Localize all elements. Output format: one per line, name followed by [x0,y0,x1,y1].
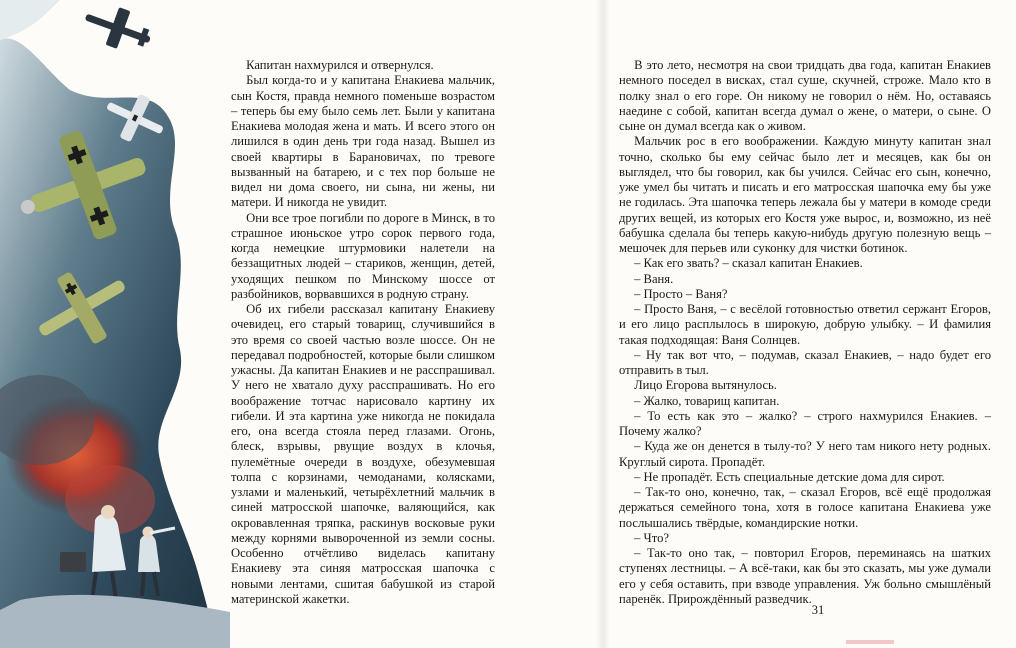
left-paragraph: Капитан нахмурился и отвернулся. [246,58,434,72]
dialogue-line: – Просто – Ваня? [634,286,728,301]
dialogue-line: – Так-то оно так, – повторил Егоров, переминаясь на шатких ступенях лестницы. – А всё-таки, как бы это сказать, мы уже думали его у себя оставить, при взводе управления. Уж больно смышлёный паренёк. Прирождённый разведчик. [619,546,991,606]
dialogue-line: – Так-то оно, конечно, так, – сказал Егоров, всё ещё продолжая держаться семейного тона, хотя в голосе капитана Енакиева уже послышались твёрдые, командирские нотки. [619,485,991,530]
left-page-text [231,58,495,607]
page-number: 31 [811,603,825,617]
right-paragraph: В это лето, несмотря на свои тридцать два года, капитан Енакиев немного поседел в висках, стал суше, скучней, строже. Мало кто в полку знал о его горе. Он никому не говорил о нём. Но, оставаясь наедине с собой, капитан всегда думал о жене, о матери, о сыне. О сыне он думал всегда как о живом. [619,58,991,133]
dialogue-line: – То есть как это – жалко? – строго нахмурился Енакиев. – Почему жалко? [619,408,991,438]
right-paragraph: Мальчик рос в его воображении. Каждую минуту капитан знал точно, сколько бы ему сейчас было лет и месяцев, как бы он выглядел, что бы говорил, как бы учился. Сейчас его сын, конечно, уже умел бы читать и писать и его матросская шапочка ему бы уже не годилась. Эта шапочка теперь лежала бы у матери в комоде среди других вещей, из которых его Костя уже вырос, и, возможно, из неё бабушка сделала бы теперь какую-нибудь другую полезную вещь – мешочек для перьев или суконку для чистки ботинок. [619,134,991,255]
dialogue-line: – Как его звать? – сказал капитан Енакиев. [634,256,863,271]
dialogue-line: – Не пропадёт. Есть специальные детские дома для сирот. [634,469,945,484]
left-paragraph: Они все трое погибли по дороге в Минск, в то страшное июньское утро сорок первого года, когда немецкие штурмовики налетели на беззащитных людей – стариков, женщин, детей, уходящих пешком по Минскому шоссе от разбойников, ворвавшихся в родную страну. [231,210,495,301]
dialogue-line: – Ваня. [634,271,674,286]
dialogue-line: – Что? [634,530,669,545]
left-paragraph: Был когда-то и у капитана Енакиева мальчик, сын Костя, правда немного поменьше возрастом – теперь бы ему было семь лет. Были у капитана Енакиева молодая жена и мать. И всего этого он лишился в один день три года назад. Вышел из своей квартиры в Барановичах, по тревоге вызванный на батарею, и с тех пор больше не видел ни дома своего, ни сына, ни жены, ни матери. И никогда не увидит. [231,73,495,210]
left-paragraph: Об их гибели рассказал капитану Енакиеву очевидец, его старый товарищ, случившийся в это время со своей частью возле шоссе. Он не передавал подробностей, которые были слишком ужасны. Да капитан Енакиев и не расспрашивал. У него не хватало духу расспрашивать. Но его воображение тотчас нарисовало картину их гибели. И эта картина уже никогда не покидала его, она всегда стояла перед глазами. Огонь, блеск, взрывы, рвущие воздух в клочья, пулемётные очереди в воздухе, обезумевшая толпа с корзинами, чемоданами, колясками, узлами и маленький, четырёхлетний мальчик в синей матросской шапочке, валяющийся, как окровавленная тряпка, раскинув восковые руки между корнями вывороченной из земли сосны. Особенно отчётливо виделась капитану Енакиеву эта синяя матросская шапочка с новыми лентами, сшитая бабушкой из старой материнской жакетки. [231,302,495,606]
page-edge-mark [846,640,894,644]
right-paragraph: Лицо Егорова вытянулось. [634,378,777,393]
dialogue-line: – Куда же он денется в тылу-то? У него там никого нету родных. Круглый сирота. Пропадёт. [619,439,991,469]
book-gutter [596,0,610,648]
war-scene-illustration-icon [0,0,230,648]
dialogue-line: – Жалко, товарищ капитан. [634,393,780,408]
dialogue-line: – Ну так вот что, – подумав, сказал Енакиев, – надо будет его отправить в тыл. [619,347,991,377]
dialogue-line: – Просто Ваня, – с весёлой готовностью ответил сержант Егоров, и его лицо расплылось в широкую, добрую улыбку. – И фамилия такая подходящая: Ваня Солнцев. [619,302,991,347]
right-page-text [619,58,991,607]
